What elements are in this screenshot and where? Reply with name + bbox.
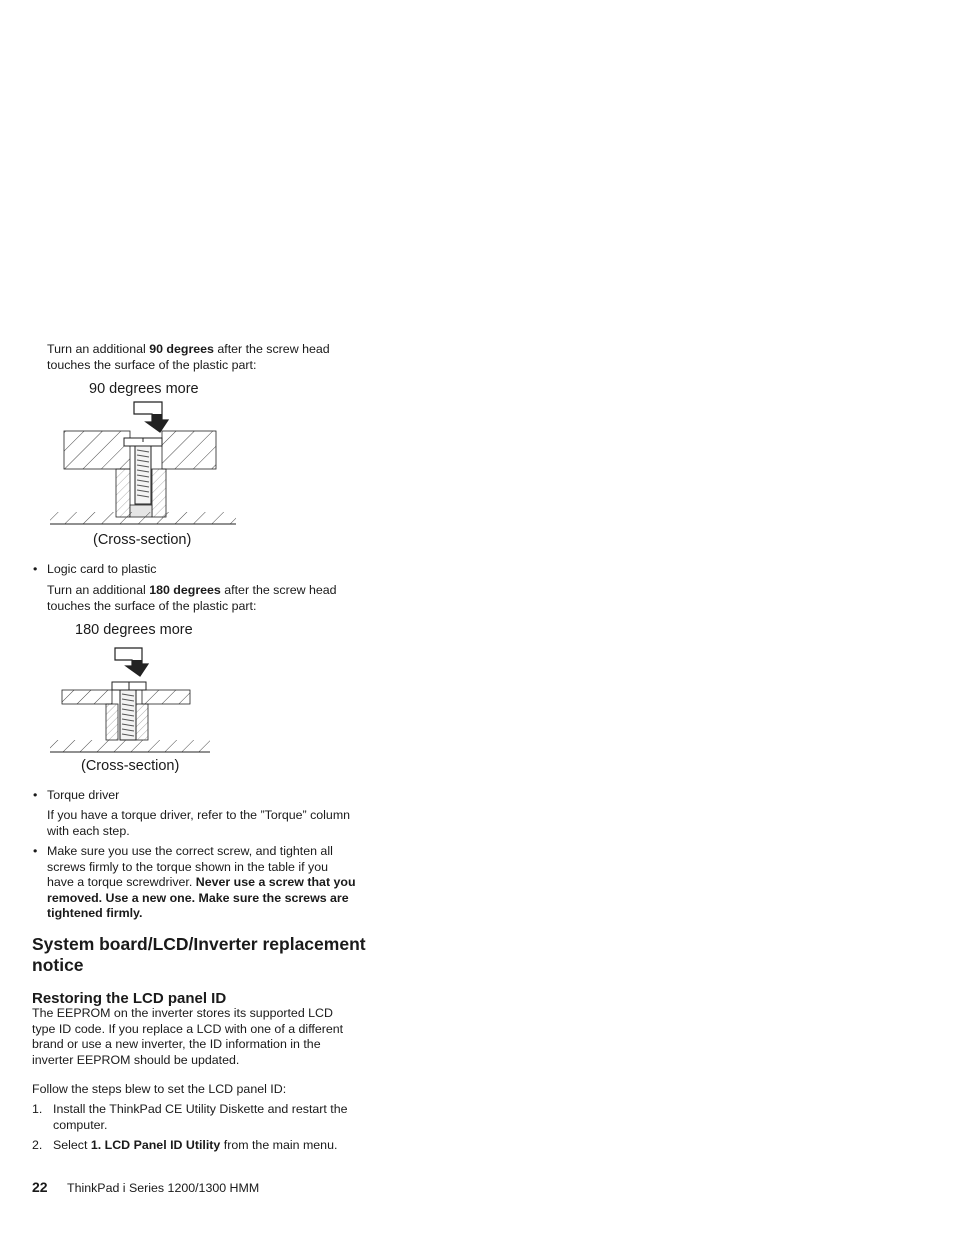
text: Install the ThinkPad CE Utility Diskette and restart the — [53, 1102, 348, 1116]
text: with each step. — [47, 823, 130, 838]
text: brand or use a new inverter, the ID information in the — [32, 1037, 321, 1051]
text: screws firmly to the torque shown in the table if you — [47, 859, 328, 874]
figure1-title: 90 degrees more — [89, 381, 199, 397]
text: computer. — [53, 1117, 108, 1132]
follow-steps-text: Follow the steps blew to set the LCD panel ID: — [32, 1082, 287, 1096]
page-number: 22 — [32, 1179, 48, 1195]
text: Make sure you use the correct screw, and tighten all — [47, 844, 333, 858]
text: Select — [53, 1138, 91, 1152]
text: If you have a torque driver, refer to the ”Torque” column — [47, 808, 351, 822]
bullet-correct-screw — [47, 844, 356, 922]
text: inverter EEPROM should be updated. — [32, 1052, 240, 1067]
bullet-torque-driver: Torque driver — [47, 788, 120, 802]
bullet-marker: • — [33, 788, 38, 802]
step-number: 2. — [32, 1138, 43, 1152]
figure2-caption: (Cross-section) — [81, 758, 180, 774]
text: Turn an additional — [47, 342, 150, 356]
step-number: 1. — [32, 1102, 43, 1116]
text: touches the surface of the plastic part: — [47, 357, 257, 372]
text: type ID code. If you replace a LCD with one of a different — [32, 1021, 344, 1036]
text: System board/LCD/Inverter replacement — [32, 934, 366, 954]
menu-item-reference: 1. LCD Panel ID Utility — [90, 1138, 221, 1152]
text: touches the surface of the plastic part: — [47, 598, 257, 613]
text: Turn an additional — [47, 583, 150, 597]
figure1-caption: (Cross-section) — [93, 532, 192, 548]
section-heading — [32, 934, 372, 976]
figure2-title: 180 degrees more — [75, 622, 193, 638]
torque-driver-description — [47, 808, 350, 839]
bullet-marker: • — [33, 844, 38, 858]
emphasis-90-degrees: 90 degrees — [149, 342, 214, 356]
text: after the screw head — [213, 342, 330, 356]
subsection-heading: Restoring the LCD panel ID — [32, 990, 227, 1007]
step-1 — [53, 1102, 348, 1133]
bullet-logic-card: Logic card to plastic — [47, 562, 157, 576]
document-title: ThinkPad i Series 1200/1300 HMM — [67, 1181, 260, 1195]
text: The EEPROM on the inverter stores its supported LCD — [32, 1006, 333, 1020]
text: notice — [32, 955, 84, 975]
text: have a torque screwdriver. — [47, 875, 196, 889]
text: after the screw head — [220, 583, 337, 597]
step-2 — [53, 1138, 337, 1154]
subsection-body — [32, 1006, 343, 1068]
rotation-arrow-icon — [115, 648, 148, 676]
emphasis-180-degrees: 180 degrees — [149, 583, 221, 597]
warning-text: Never use a screw that you — [195, 875, 356, 889]
warning-text: tightened firmly. — [47, 906, 143, 920]
text: from the main menu. — [220, 1138, 338, 1152]
warning-text: removed. Use a new one. Make sure the screws are — [47, 890, 349, 905]
bullet-marker: • — [33, 562, 38, 576]
